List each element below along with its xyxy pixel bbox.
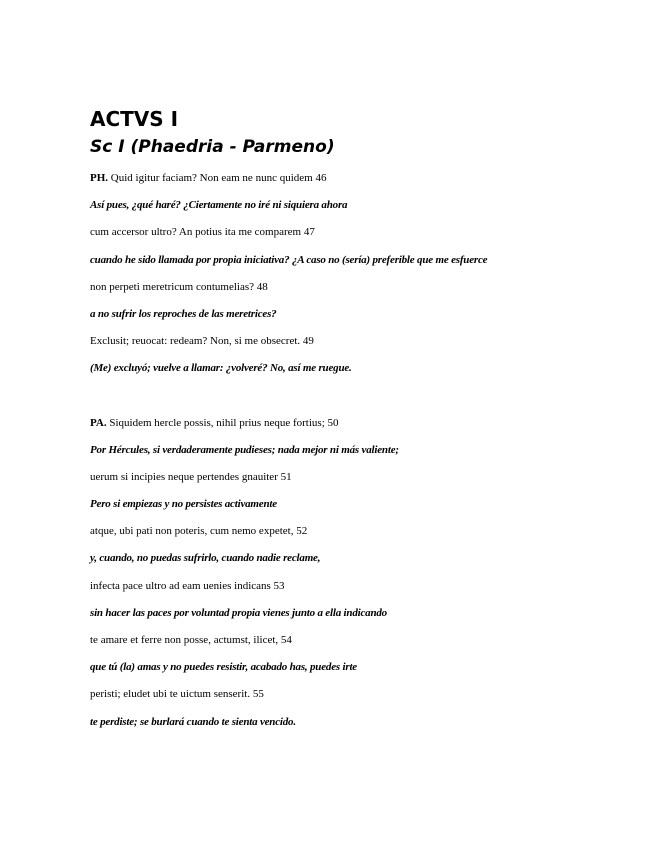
- dialogue-block-phaedria: [90, 171, 630, 389]
- verse-line-51-latin: uerum si incipies neque pertendes gnauiter 51: [90, 470, 292, 483]
- verse-line-55-translation: te perdiste; se burlará cuando te sienta vencido.: [90, 715, 296, 728]
- speaker-label: PH.: [90, 172, 109, 184]
- document-page: [90, 106, 630, 742]
- verse-line-54-latin: te amare et ferre non posse, actumst, ilicet, 54: [90, 634, 292, 646]
- verse-text: Siquidem hercle possis, nihil prius neque fortius; 50: [109, 416, 339, 429]
- verse-line-47-latin: cum accersor ultro? An potius ita me comparem 47: [90, 226, 315, 239]
- verse-line-55-latin: peristi; eludet ubi te uictum senserit. 55: [90, 688, 264, 701]
- verse-line-50-translation: Por Hércules, si verdaderamente pudieses; nada mejor ni más valiente;: [90, 443, 399, 456]
- verse-text: Quid igitur faciam? Non eam ne nunc quidem 46: [110, 172, 327, 184]
- verse-line-47-translation: cuando he sido llamada por propia iniciativa? ¿A caso no (sería) preferible que me esfuerce: [90, 253, 488, 266]
- verse-line-53-translation: sin hacer las paces por voluntad propia vienes junto a ella indicando: [90, 606, 387, 619]
- verse-line-52-latin: atque, ubi pati non poteris, cum nemo expetet, 52: [90, 525, 308, 538]
- act-title: ACTVS I: [90, 107, 179, 131]
- verse-line-51-translation: Pero si empiezas y no persistes activamente: [90, 498, 277, 511]
- scene-title: Sc I (Phaedria - Parmeno): [90, 137, 335, 157]
- verse-line-50-latin: [90, 416, 630, 443]
- verse-line-49-translation: (Me) excluyó; vuelve a llamar: ¿volveré? No, así me ruegue.: [90, 362, 352, 375]
- verse-line-48-translation: a no sufrir los reproches de las meretrices?: [90, 307, 277, 320]
- speaker-label: PA.: [90, 416, 107, 429]
- dialogue-block-parmeno: [90, 416, 630, 742]
- verse-line-52-translation: y, cuando, no puedas sufrirlo, cuando nadie reclame,: [90, 552, 321, 565]
- verse-line-46-translation: Así pues, ¿qué haré? ¿Ciertamente no iré ni siquiera ahora: [90, 199, 348, 212]
- verse-line-48-latin: non perpeti meretricum contumelias? 48: [90, 280, 268, 293]
- verse-line-46-latin: [90, 171, 630, 198]
- block-spacer: [90, 389, 630, 416]
- verse-line-54-translation: que tú (la) amas y no puedes resistir, acabado has, puedes irte: [90, 661, 357, 674]
- verse-line-53-latin: infecta pace ultro ad eam uenies indicans 53: [90, 579, 285, 592]
- verse-line-49-latin: Exclusit; reuocat: redeam? Non, si me obsecret. 49: [90, 335, 314, 348]
